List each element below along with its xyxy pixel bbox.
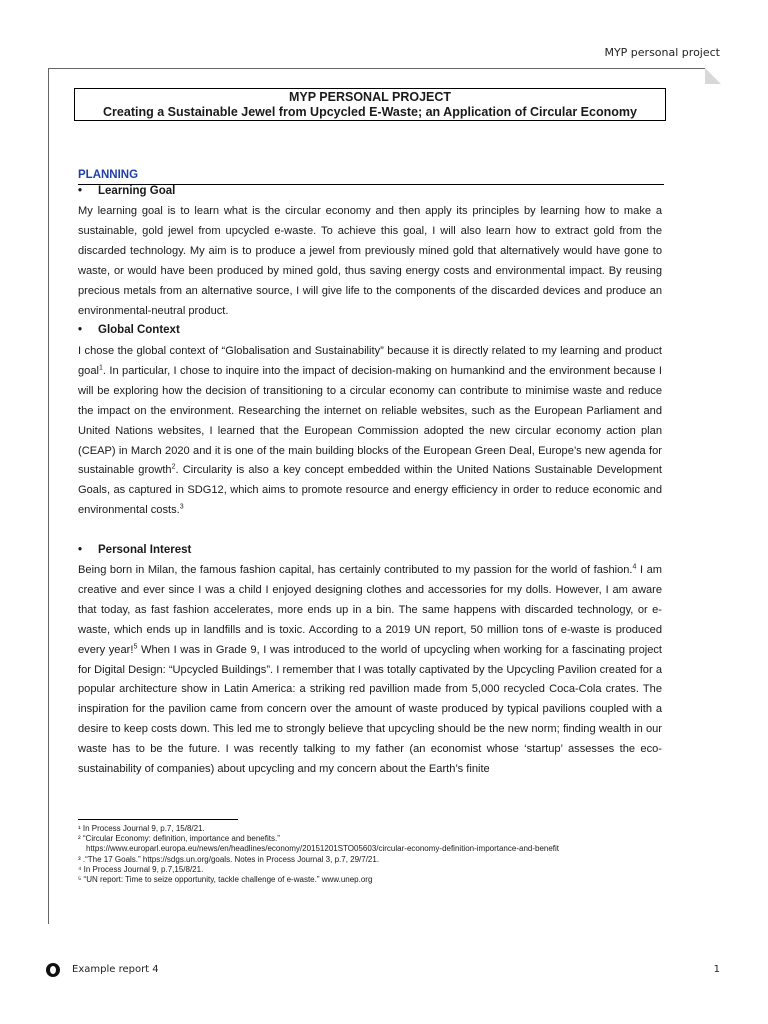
personal-interest-heading [78, 543, 191, 557]
footnote-ref: 1 [98, 364, 103, 372]
footnote-ref: 5 [133, 642, 138, 650]
running-header: MYP personal project [604, 46, 720, 59]
heading-text: Personal Interest [98, 544, 192, 556]
project-label: MYP PERSONAL PROJECT [288, 90, 452, 104]
ib-logo-icon [46, 963, 60, 977]
footnote: ² “Circular Economy: definition, importance and benefits.” [78, 834, 280, 844]
footnote: ³ .“The 17 Goals.” https://sdgs.un.org/goals. Notes in Process Journal 3, p.7, 29/7/21. [78, 854, 380, 864]
footnote: ¹ In Process Journal 9, p.7, 15/8/21. [78, 824, 205, 833]
footnotes [78, 824, 662, 885]
heading-text: Global Context [98, 324, 180, 336]
paragraph-text: . In particular, I chose to inquire into the impact of decision-making on humankind and the environment because I will be exploring how the decision of transitioning to a circular economy can contribute to minimise waste and reduce the impact on the environment. Researching the internet on reliable websites, such as the European Parliament and United Nations websites, I learned that the European Commission adopted the new circular economy action plan (CEAP) in March 2020 and it is one of the main building blocks of the European Green Deal, Europe’s new agenda for sustainable growth [78, 364, 662, 477]
bullet-icon: • [78, 324, 83, 336]
footnote-ref: 2 [171, 463, 176, 471]
personal-interest-paragraph [78, 561, 662, 780]
learning-goal-heading [78, 184, 175, 198]
footer-label: Example report 4 [72, 964, 159, 975]
heading-text: Learning Goal [98, 185, 176, 197]
paragraph-text: I am creative and ever since I was a child I enjoyed designing clothes and accessories for my dolls. However, I am aware that today, as fast fashion accelerates, more ends up in a bin. The same happens with discarded technology, or e-waste, which ends up in landfills and is toxic. According to a 2019 UN report, 50 million tons of e-waste is produced every year! [78, 564, 662, 656]
title-box [74, 88, 666, 121]
learning-goal-paragraph [78, 202, 662, 321]
page-number: 1 [713, 964, 720, 975]
global-context-heading [78, 323, 180, 337]
bullet-icon: • [78, 185, 83, 197]
footnote: ⁴ In Process Journal 9, p.7,15/8/21. [78, 864, 204, 874]
bullet-icon: • [78, 544, 83, 556]
project-title: Creating a Sustainable Jewel from Upcycled E-Waste; an Application of Circular Economy [103, 105, 637, 119]
paragraph-text: Being born in Milan, the famous fashion capital, has certainly contributed to my passion for the world of fashion. [78, 564, 633, 576]
section-heading-planning: PLANNING [78, 168, 664, 185]
paragraph-text: When I was in Grade 9, I was introduced to the world of upcycling when working for a fascinating project for Digital Design: “Upcycled Buildings”. I remember that I was totally captivated by the Upcycling Pavilion created for a popular architecture show in Latin America: a striking red pavillion made from 5,000 recycled Coca-Cola crates. The inspiration for the pavilion came from concern over the amount of waste produced by typical pavilions coupled with a desire to keep costs down. This led me to strongly believe that upcycling should be the new norm; finding wealth in our waste has to be the future. I was recently talking to my father (an economist whose ‘startup’ assesses the eco-sustainability of companies) about upcycling and my concern about the Earth’s finite [78, 643, 663, 776]
paragraph-text: My learning goal is to learn what is the circular economy and then apply its principles by learning how to make a sustainable, gold jewel from upcycled e-waste. To achieve this goal, I will also learn how to extract gold from the discarded technology. My aim is to produce a jewel from previously mined gold that alternatively would have gone to waste, or would have been produced by mined gold, thus saving energy costs and environmental impact. By reusing precious metals from an alternative source, I will give life to the components of the discarded devices and produce an environmental-neutral product. [78, 205, 662, 317]
paragraph-text: . Circularity is also a key concept embedded within the United Nations Sustainable Development Goals, as captured in SDG12, which aims to promote resource and energy efficiency in order to reduce economic and environmental costs. [78, 464, 662, 517]
footnote: ⁵ “UN report: Time to seize opportunity, tackle challenge of e-waste.” www.unep.org [78, 875, 373, 885]
global-context-paragraph [78, 342, 662, 521]
footnote-link[interactable]: https://www.europarl.europa.eu/news/en/headlines/economy/20151201STO05603/circular-economy-definition-importance-and-benefit [86, 844, 560, 854]
paragraph-text: I chose the global context of “Globalisation and Sustainability” because it is directly related to my learning and product goal [78, 345, 662, 377]
footnote-ref: 4 [632, 563, 637, 571]
footnote-ref: 3 [179, 503, 184, 511]
footnote-divider [78, 819, 238, 820]
